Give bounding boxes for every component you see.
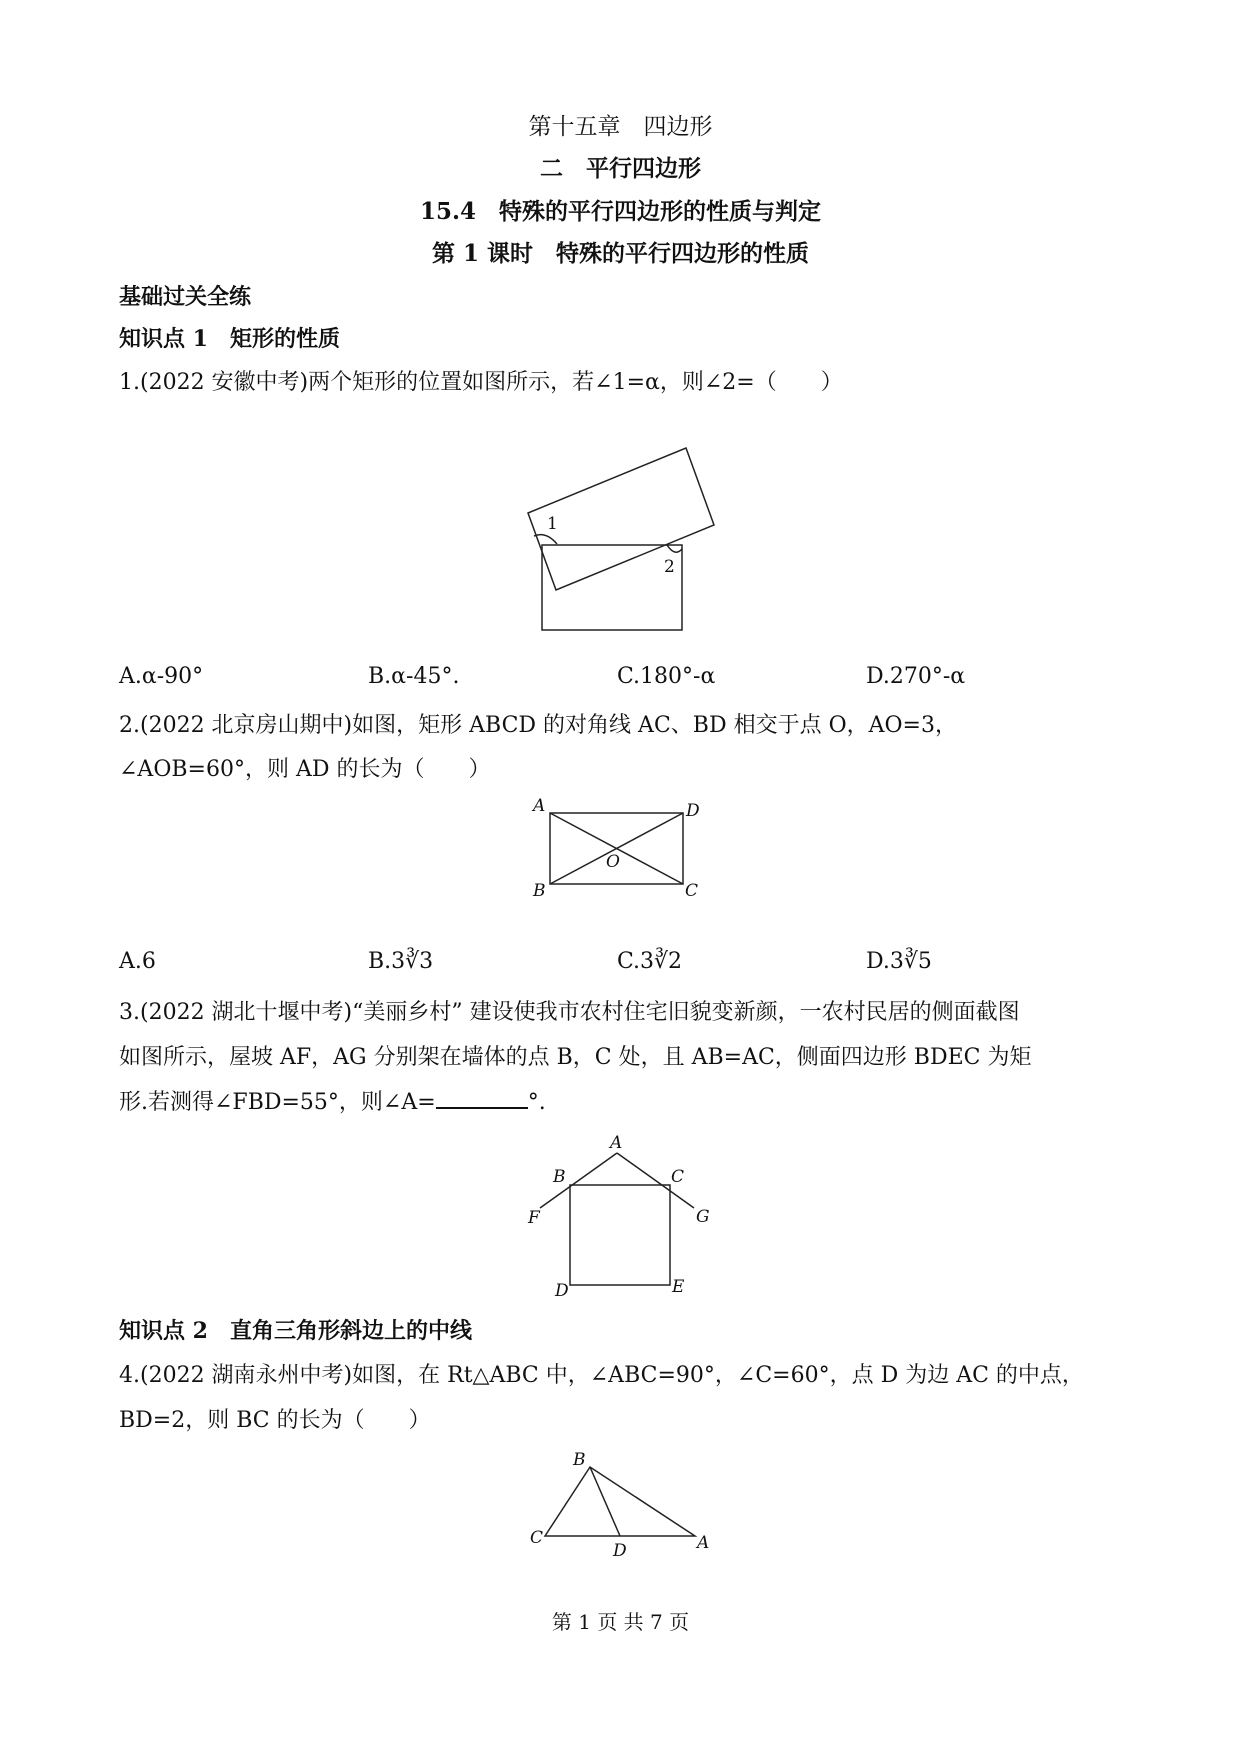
knowledge-point-1: 知识点 1 矩形的性质 [119,326,340,352]
question-1-stem: 1.(2022 安徽中考)两个矩形的位置如图所示，若∠1=α，则∠2=（ ） [119,370,843,395]
q4-label-d: D [613,1541,627,1561]
q2-option-d[interactable]: D.3∛5 [866,949,932,974]
q2-label-d: D [686,801,700,821]
q2-label-o: O [606,852,620,872]
practice-title: 基础过关全练 [119,284,252,310]
q3-figure [520,1130,720,1300]
q3-label-d: D [555,1281,569,1301]
q2-option-c[interactable]: C.3∛2 [617,949,683,974]
question-3-line3 [119,1085,546,1116]
q1-option-b[interactable]: B.α-45°. [368,664,460,689]
q4-label-b: B [573,1450,586,1470]
chapter-title: 第十五章 四边形 [528,114,713,140]
knowledge-point-2: 知识点 2 直角三角形斜边上的中线 [119,1318,472,1344]
section-title: 15.4 特殊的平行四边形的性质与判定 [419,198,822,225]
q4-label-c: C [530,1528,544,1548]
q2-option-b[interactable]: B.3∛3 [368,949,434,974]
question-3-line3-text: 形.若测得∠FBD=55°，则∠A= [119,1090,436,1115]
q1-label-1: 1 [547,514,558,534]
q1-angle2-arc [667,545,682,552]
q3-label-f: F [528,1208,540,1228]
q2-figure [530,795,710,905]
q1-option-d[interactable]: D.270°-α [866,664,966,689]
q4-label-a: A [697,1533,710,1553]
q2-label-a: A [533,796,546,816]
q1-option-c[interactable]: C.180°-α [617,664,716,689]
question-3-line2: 如图所示，屋坡 AF，AG 分别架在墙体的点 B，C 处，且 AB=AC，侧面四边形 BDEC 为矩 [119,1045,1032,1070]
q3-label-e: E [672,1277,685,1297]
q1-label-2: 2 [664,557,675,577]
question-4-line1: 4.(2022 湖南永州中考)如图，在 Rt△ABC 中，∠ABC=90°，∠C=60°，点 D 为边 AC 的中点， [119,1363,1084,1388]
q4-triangle [545,1467,695,1536]
q3-label-a: A [610,1133,623,1153]
q3-wall-rectangle [570,1185,670,1285]
q3-label-g: G [696,1207,710,1227]
q3-label-b: B [553,1167,566,1187]
q2-label-b: B [533,881,546,901]
question-3-line3-unit: °. [527,1090,546,1115]
q3-roof-af [540,1153,617,1208]
part-title: 二 平行四边形 [540,155,701,182]
question-2-line1: 2.(2022 北京房山期中)如图，矩形 ABCD 的对角线 AC、BD 相交于点 O，AO=3， [119,713,957,738]
q2-label-c: C [685,881,699,901]
q4-figure [525,1450,725,1560]
question-2-line2: ∠AOB=60°，则 AD 的长为（ ） [119,757,491,782]
q3-label-c: C [671,1167,685,1187]
question-3-line1: 3.(2022 湖北十堰中考)“美丽乡村” 建设使我市农村住宅旧貌变新颜，一农村民居的侧面截图 [119,1000,1020,1025]
answer-blank[interactable] [436,1089,528,1109]
question-4-line2: BD=2，则 BC 的长为（ ） [119,1408,431,1433]
q2-option-a[interactable]: A.6 [119,949,156,974]
q1-figure [520,445,730,640]
lesson-title: 第 1 课时 特殊的平行四边形的性质 [431,240,810,267]
q1-option-a[interactable]: A.α-90° [119,664,204,689]
page-footer: 第 1 页 共 7 页 [551,1610,690,1634]
